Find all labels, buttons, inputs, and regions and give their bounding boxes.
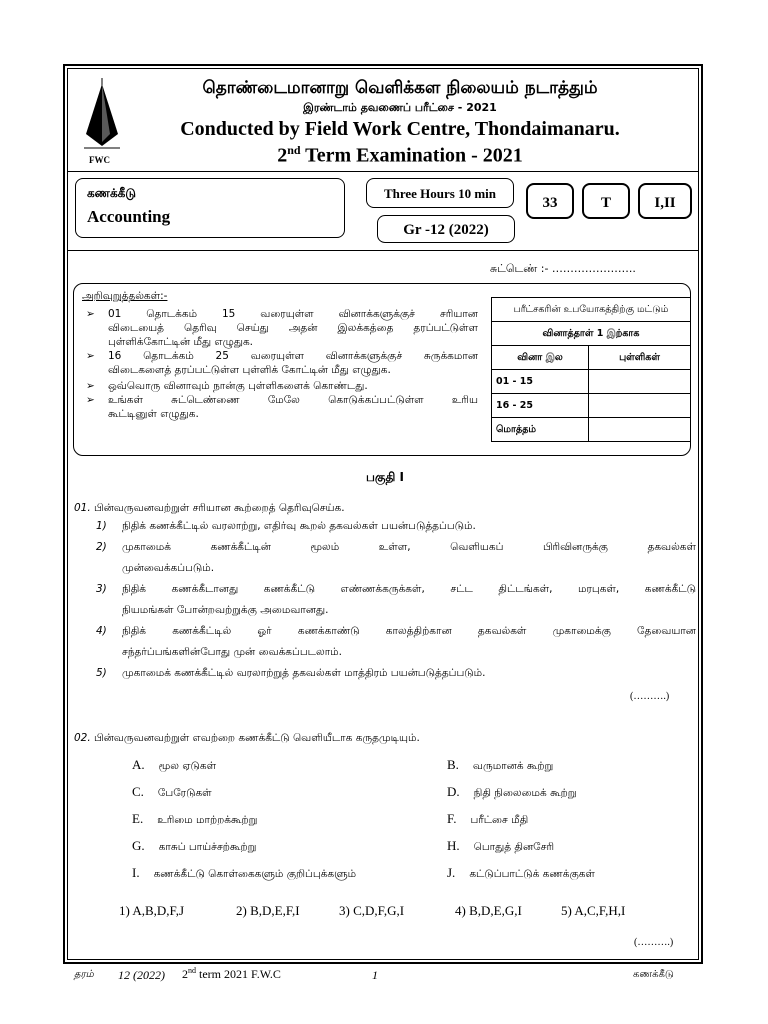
marks-row-label: மொத்தம் bbox=[492, 418, 589, 442]
footer-page-number: 1 bbox=[372, 968, 378, 982]
q2-answer-2: 2) B,D,E,F,I bbox=[236, 903, 300, 918]
q1-option-5: 5) முகாமைக் கணக்கீட்டில் வரலாற்றுத் தகவல்கள் மாத்திரம் பயன்படுத்தப்படும். bbox=[96, 667, 486, 679]
marks-col-question: வினா இல bbox=[492, 346, 589, 370]
q2-answer-1: 1) A,B,D,F,J bbox=[119, 903, 185, 918]
arrow-bullet-icon: ➢ bbox=[86, 350, 95, 362]
q2-item-a: A. மூல ஏடுகள் bbox=[132, 757, 217, 772]
q2-answer-5: 5) A,C,F,H,I bbox=[561, 903, 626, 918]
q2-items-right bbox=[447, 757, 687, 892]
arrow-bullet-icon: ➢ bbox=[86, 380, 95, 392]
q1-options bbox=[96, 519, 696, 687]
q2-answer-blank[interactable]: (……….) bbox=[634, 937, 674, 948]
footer-term: 2nd term 2021 F.W.C bbox=[182, 966, 281, 981]
grade-box: Gr -12 (2022) bbox=[377, 215, 515, 243]
subject-en: Accounting bbox=[87, 207, 171, 226]
q2-answer-3: 3) C,D,F,G,I bbox=[339, 903, 405, 918]
code-box-3: I,II bbox=[638, 183, 692, 219]
instruction-item-3: ➢ ஒவ்வொரு வினாவும் நான்கு புள்ளிகளைக் கொண்டது. bbox=[86, 380, 368, 392]
marks-table-subtitle: வினாத்தாள் 1 இற்காக bbox=[492, 322, 691, 346]
subject-divider bbox=[67, 250, 699, 251]
marks-table-title: பரீட்சகரின் உபயோகத்திற்கு மட்டும் bbox=[492, 298, 691, 322]
examiner-marks-table bbox=[491, 297, 691, 442]
part-label: பகுதி I bbox=[366, 470, 404, 484]
q2-item-h: H. பொதுத் தினசேரி bbox=[447, 838, 555, 853]
subject-ta: கணக்கீடு bbox=[87, 186, 137, 200]
logo-text: FWC bbox=[89, 155, 110, 165]
header-subtitle-ta: இரண்டாம் தவணைப் பரீட்சை - 2021 bbox=[303, 101, 497, 114]
instruction-item-4: ➢ உங்கள் சுட்டெண்ணை மேலே கொடுக்கப்பட்டுள்ள உரிய கூட்டினுள் எழுதுக. bbox=[86, 394, 478, 420]
q1-option-1: 1) நிதிக் கணக்கீட்டில் வரலாற்று, எதிர்வு கூறல் தகவல்கள் பயன்படுத்தப்படும். bbox=[96, 520, 476, 532]
duration-box: Three Hours 10 min bbox=[366, 178, 514, 208]
q2-item-d: D. நிதி நிலைமைக் கூற்று bbox=[447, 784, 577, 799]
code-box-1: 33 bbox=[526, 183, 574, 219]
instruction-item-1: ➢ 01 தொடக்கம் 15 வரையுள்ள வினாக்களுக்குச் சரியான விடையைத் தெரிவு செய்து அதன் இலக்கத்தை தரப்பட்டுள்ள புள்ளிக்கோட்டின் மீது எழுதுக. bbox=[86, 308, 478, 348]
marks-row-label: 16 - 25 bbox=[492, 394, 589, 418]
marks-cell[interactable] bbox=[589, 394, 691, 418]
q1-number: 01. bbox=[74, 502, 91, 514]
q1-option-3: 3) நிதிக் கணக்கீடானது கணக்கீட்டு எண்ணக்கருக்கள், சட்ட திட்டங்கள், மரபுகள், கணக்கீட்டு நியமங்கள் போன்றவற்றுக்கு அமைவானது. bbox=[96, 583, 696, 616]
instructions-heading: அறிவுறுத்தல்கள்:- bbox=[82, 290, 168, 302]
q2-items-left bbox=[132, 757, 432, 892]
header-divider bbox=[67, 171, 699, 172]
marks-cell[interactable] bbox=[589, 418, 691, 442]
q2-stem: பின்வருவனவற்றுள் எவற்றை கணக்கீட்டு வெளியீடாக கருதமுடியும். bbox=[94, 732, 420, 744]
q2-number: 02. bbox=[74, 732, 91, 744]
arrow-bullet-icon: ➢ bbox=[86, 394, 95, 406]
header-title-ta: தொண்டைமானாறு வெளிக்கள நிலையம் நடாத்தும் bbox=[202, 78, 598, 98]
footer-subject: கணக்கீடு bbox=[633, 969, 674, 980]
instruction-item-2: ➢ 16 தொடக்கம் 25 வரையுள்ள வினாக்களுக்குச் சுருக்கமான விடைகளைத் தரப்பட்டுள்ள புள்ளிக் கோட்டின் மீது எழுதுக. bbox=[86, 350, 478, 376]
code-box-2: T bbox=[582, 183, 630, 219]
footer-grade: 12 (2022) bbox=[118, 968, 165, 982]
marks-cell[interactable] bbox=[589, 370, 691, 394]
q1-stem: பின்வருவனவற்றுள் சரியான கூற்றைத் தெரிவுசெய்க. bbox=[94, 502, 345, 514]
footer-grade-label: தரம் bbox=[74, 969, 94, 980]
q2-answer-4: 4) B,D,E,G,I bbox=[455, 903, 522, 918]
marks-row-label: 01 - 15 bbox=[492, 370, 589, 394]
q1-answer-blank[interactable]: (……….) bbox=[630, 691, 670, 702]
q1-option-2: 2) முகாமைக் கணக்கீட்டின் மூலம் உள்ள, வெளியகப் பிரிவினருக்கு தகவல்கள் முன்வைக்கப்படும். bbox=[96, 541, 696, 574]
index-number-label: சுட்டெண் :- ………………….. bbox=[490, 262, 636, 275]
header-title-en: Conducted by Field Work Centre, Thondaimanaru. bbox=[180, 118, 620, 140]
arrow-bullet-icon: ➢ bbox=[86, 308, 95, 320]
q2-item-c: C. பேரேடுகள் bbox=[132, 784, 212, 799]
marks-col-points: புள்ளிகள் bbox=[589, 346, 691, 370]
fwc-logo-icon bbox=[78, 76, 126, 162]
exam-title: 2nd Term Examination - 2021 bbox=[277, 143, 523, 167]
q2-text bbox=[74, 731, 420, 745]
instructions-list bbox=[86, 307, 478, 421]
q2-item-j: J. கட்டுப்பாட்டுக் கணக்குகள் bbox=[447, 865, 595, 880]
q1-text bbox=[74, 501, 345, 515]
q2-item-e: E. உரிமை மாற்றக்கூற்று bbox=[132, 811, 258, 826]
q2-item-b: B. வருமானக் கூற்று bbox=[447, 757, 554, 772]
q2-item-g: G. காசுப் பாய்ச்சற்கூற்று bbox=[132, 838, 257, 853]
q2-item-i: I. கணக்கீட்டு கொள்கைகளும் குறிப்புக்களும் bbox=[132, 865, 357, 880]
q1-option-4: 4) நிதிக் கணக்கீட்டில் ஓர் கணக்காண்டு காலத்திற்கான தகவல்கள் முகாமைக்கு தேவையான சந்தர்ப்பங்களின்போது முன் வைக்கப்படலாம். bbox=[96, 625, 696, 658]
q2-item-f: F. பரீட்சை மீதி bbox=[447, 811, 529, 826]
